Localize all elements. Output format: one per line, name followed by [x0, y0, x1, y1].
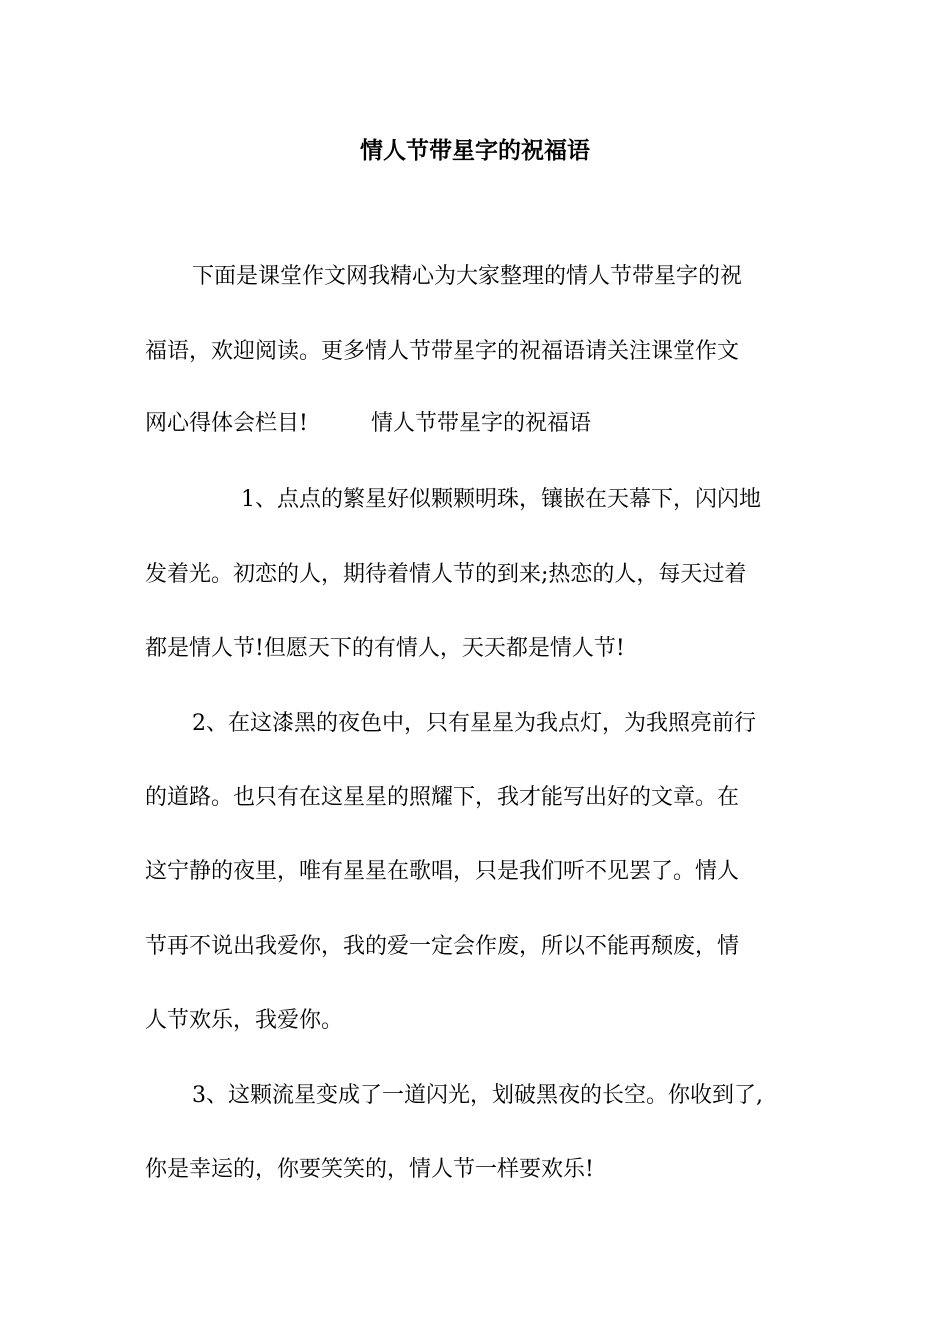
- paragraph-line-item1-1: 1、点点的繁星好似颗颗明珠，镶嵌在天幕下，闪闪地: [241, 487, 761, 512]
- paragraph-line-intro-1: 下面是课堂作文网我精心为大家整理的情人节带星字的祝: [192, 264, 743, 289]
- paragraph-line-item2-4: 节再不说出我爱你，我的爱一定会作废，所以不能再颓废，情: [145, 934, 740, 959]
- paragraph-line-item2-2: 的道路。也只有在这星星的照耀下，我才能写出好的文章。在: [145, 785, 740, 810]
- paragraph-line-intro-2: 福语，欢迎阅读。更多情人节带星字的祝福语请关注课堂作文: [145, 339, 740, 364]
- paragraph-line-item2-1: 2、在这漆黑的夜色中，只有星星为我点灯，为我照亮前行: [192, 711, 756, 736]
- subheading-line: 情人节带星字的祝福语: [371, 411, 592, 436]
- paragraph-line-item2-3: 这宁静的夜里，唯有星星在歌唱，只是我们听不见罢了。情人: [145, 859, 740, 884]
- paragraph-line-item1-2: 发着光。初恋的人，期待着情人节的到来;热恋的人，每天过着: [145, 562, 747, 587]
- paragraph-line-item3-2: 你是幸运的，你要笑笑的，情人节一样要欢乐!: [145, 1157, 594, 1182]
- paragraph-line-item3-1: 3、这颗流星变成了一道闪光，划破黑夜的长空。你收到了,: [192, 1083, 763, 1108]
- paragraph-line-item1-3: 都是情人节!但愿天下的有情人，天天都是情人节!: [145, 636, 625, 661]
- document-title: 情人节带星字的祝福语: [360, 138, 590, 164]
- paragraph-line-item2-5: 人节欢乐，我爱你。: [145, 1008, 344, 1033]
- paragraph-line-intro-3: 网心得体会栏目!: [145, 411, 308, 436]
